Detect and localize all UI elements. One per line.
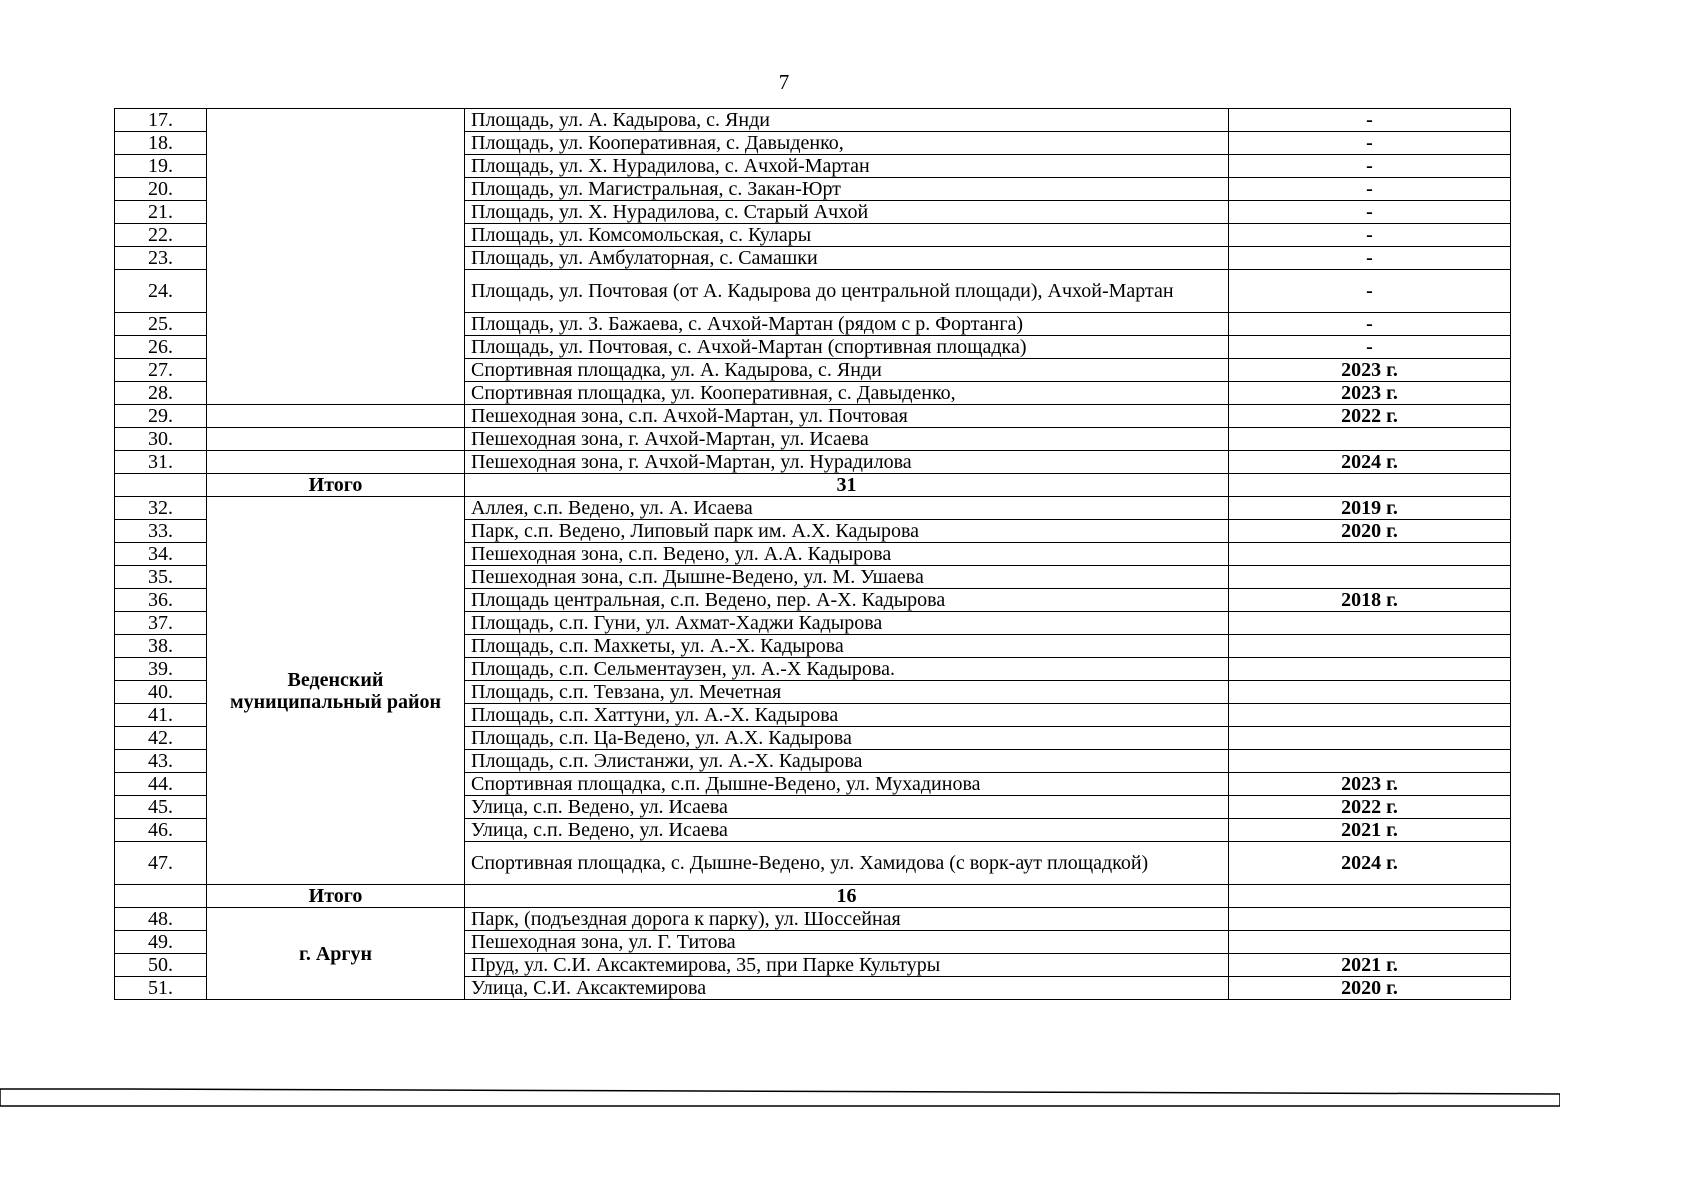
- year-cell: -: [1229, 201, 1511, 224]
- total-row: [115, 474, 1511, 497]
- row-number: 49.: [115, 931, 207, 954]
- object-name: Площадь, ул. Кооперативная, с. Давыденко,: [465, 132, 1229, 155]
- row-number: 19.: [115, 155, 207, 178]
- year-cell: [1229, 612, 1511, 635]
- year-cell: 2023 г.: [1229, 359, 1511, 382]
- object-name: Пруд, ул. С.И. Аксактемирова, 35, при Парке Культуры: [465, 954, 1229, 977]
- row-number: 30.: [115, 428, 207, 451]
- year-cell: [1229, 658, 1511, 681]
- year-cell: [1229, 908, 1511, 931]
- year-cell: -: [1229, 313, 1511, 336]
- year-cell: -: [1229, 247, 1511, 270]
- district-vedeno: [207, 497, 465, 885]
- year-cell: 2024 г.: [1229, 842, 1511, 885]
- object-name: Пешеходная зона, с.п. Ачхой-Мартан, ул. Почтовая: [465, 405, 1229, 428]
- row-number: 17.: [115, 109, 207, 132]
- row-number: 33.: [115, 520, 207, 543]
- object-name: Спортивная площадка, с. Дышне-Ведено, ул. Хамидова (с ворк-аут площадкой): [465, 842, 1229, 885]
- year-cell: [1229, 428, 1511, 451]
- table-row: [115, 451, 1511, 474]
- page-number: 7: [778, 70, 790, 94]
- object-name: Спортивная площадка, с.п. Дышне-Ведено, ул. Мухадинова: [465, 773, 1229, 796]
- object-name: Аллея, с.п. Ведено, ул. А. Исаева: [465, 497, 1229, 520]
- year-cell: -: [1229, 109, 1511, 132]
- row-number: 20.: [115, 178, 207, 201]
- district-name-line2: муниципальный район: [229, 690, 442, 713]
- row-number: 34.: [115, 543, 207, 566]
- object-name: Пешеходная зона, г. Ачхой-Мартан, ул. Исаева: [465, 428, 1229, 451]
- object-name: Парк, (подъездная дорога к парку), ул. Шоссейная: [465, 908, 1229, 931]
- row-number: [115, 474, 207, 497]
- row-number: 24.: [115, 270, 207, 313]
- total-row: [115, 885, 1511, 908]
- year-cell: 2021 г.: [1229, 819, 1511, 842]
- year-cell: [1229, 727, 1511, 750]
- object-name: Площадь центральная, с.п. Ведено, пер. А-Х. Кадырова: [465, 589, 1229, 612]
- year-cell: -: [1229, 155, 1511, 178]
- total-label: Итого: [207, 885, 465, 908]
- year-cell: [1229, 543, 1511, 566]
- object-name: Парк, с.п. Ведено, Липовый парк им. А.Х. Кадырова: [465, 520, 1229, 543]
- footer-rule: [0, 1086, 1560, 1108]
- year-cell: 2019 г.: [1229, 497, 1511, 520]
- year-cell: -: [1229, 270, 1511, 313]
- year-cell: [1229, 474, 1511, 497]
- row-number: 38.: [115, 635, 207, 658]
- district-cell: [207, 428, 465, 451]
- object-name: Площадь, ул. З. Бажаева, с. Ачхой-Мартан (рядом с р. Фортанга): [465, 313, 1229, 336]
- row-number: 26.: [115, 336, 207, 359]
- district-name-line1: Веденский: [287, 668, 384, 691]
- row-number: 28.: [115, 382, 207, 405]
- year-cell: 2020 г.: [1229, 520, 1511, 543]
- object-name: Пешеходная зона, ул. Г. Титова: [465, 931, 1229, 954]
- year-cell: 2023 г.: [1229, 382, 1511, 405]
- object-name: Спортивная площадка, ул. А. Кадырова, с. Янди: [465, 359, 1229, 382]
- row-number: 50.: [115, 954, 207, 977]
- row-number: 45.: [115, 796, 207, 819]
- year-cell: 2022 г.: [1229, 796, 1511, 819]
- row-number: 39.: [115, 658, 207, 681]
- object-name: Пешеходная зона, с.п. Ведено, ул. А.А. Кадырова: [465, 543, 1229, 566]
- object-name: Площадь, ул. Почтовая (от А. Кадырова до центральной площади), Ачхой-Мартан: [465, 270, 1229, 313]
- object-name: Площадь, ул. Х. Нурадилова, с. Ачхой-Мартан: [465, 155, 1229, 178]
- district-argun: г. Аргун: [207, 908, 465, 1000]
- year-cell: 2024 г.: [1229, 451, 1511, 474]
- object-name: Площадь, с.п. Гуни, ул. Ахмат-Хаджи Кадырова: [465, 612, 1229, 635]
- year-cell: -: [1229, 336, 1511, 359]
- year-cell: [1229, 931, 1511, 954]
- district-cell: [207, 109, 465, 405]
- object-name: Улица, с.п. Ведено, ул. Исаева: [465, 796, 1229, 819]
- object-name: Улица, с.п. Ведено, ул. Исаева: [465, 819, 1229, 842]
- object-name: Площадь, ул. Амбулаторная, с. Самашки: [465, 247, 1229, 270]
- object-name: Пешеходная зона, с.п. Дышне-Ведено, ул. М. Ушаева: [465, 566, 1229, 589]
- row-number: 31.: [115, 451, 207, 474]
- row-number: 41.: [115, 704, 207, 727]
- object-name: Площадь, с.п. Хаттуни, ул. А.-Х. Кадырова: [465, 704, 1229, 727]
- table-row: [115, 405, 1511, 428]
- total-label: Итого: [207, 474, 465, 497]
- object-name: Площадь, с.п. Махкеты, ул. А.-Х. Кадырова: [465, 635, 1229, 658]
- row-number: 35.: [115, 566, 207, 589]
- table-row: [115, 908, 1511, 931]
- district-cell: [207, 451, 465, 474]
- object-name: Площадь, ул. Х. Нурадилова, с. Старый Ачхой: [465, 201, 1229, 224]
- objects-table: [114, 108, 1511, 1000]
- year-cell: -: [1229, 178, 1511, 201]
- object-name: Площадь, ул. Почтовая, с. Ачхой-Мартан (спортивная площадка): [465, 336, 1229, 359]
- row-number: 47.: [115, 842, 207, 885]
- row-number: 21.: [115, 201, 207, 224]
- object-name: Пешеходная зона, г. Ачхой-Мартан, ул. Нурадилова: [465, 451, 1229, 474]
- total-value: 31: [465, 474, 1229, 497]
- row-number: 36.: [115, 589, 207, 612]
- row-number: 40.: [115, 681, 207, 704]
- table-row: [115, 428, 1511, 451]
- year-cell: 2021 г.: [1229, 954, 1511, 977]
- year-cell: -: [1229, 224, 1511, 247]
- object-name: Площадь, с.п. Сельментаузен, ул. А.-Х Кадырова.: [465, 658, 1229, 681]
- year-cell: 2022 г.: [1229, 405, 1511, 428]
- object-name: Площадь, с.п. Ца-Ведено, ул. А.Х. Кадырова: [465, 727, 1229, 750]
- table-row: [115, 109, 1511, 132]
- year-cell: 2020 г.: [1229, 977, 1511, 1000]
- row-number: 29.: [115, 405, 207, 428]
- row-number: 43.: [115, 750, 207, 773]
- row-number: 27.: [115, 359, 207, 382]
- object-name: Спортивная площадка, ул. Кооперативная, с. Давыденко,: [465, 382, 1229, 405]
- row-number: 23.: [115, 247, 207, 270]
- year-cell: 2023 г.: [1229, 773, 1511, 796]
- object-name: Площадь, с.п. Тевзана, ул. Мечетная: [465, 681, 1229, 704]
- year-cell: -: [1229, 132, 1511, 155]
- row-number: 42.: [115, 727, 207, 750]
- row-number: 25.: [115, 313, 207, 336]
- table-row: [115, 497, 1511, 520]
- row-number: [115, 885, 207, 908]
- object-name: Площадь, с.п. Элистанжи, ул. А.-Х. Кадырова: [465, 750, 1229, 773]
- year-cell: [1229, 566, 1511, 589]
- object-name: Площадь, ул. А. Кадырова, с. Янди: [465, 109, 1229, 132]
- row-number: 37.: [115, 612, 207, 635]
- year-cell: [1229, 750, 1511, 773]
- year-cell: [1229, 704, 1511, 727]
- year-cell: [1229, 885, 1511, 908]
- district-cell: [207, 405, 465, 428]
- year-cell: 2018 г.: [1229, 589, 1511, 612]
- year-cell: [1229, 681, 1511, 704]
- row-number: 18.: [115, 132, 207, 155]
- row-number: 44.: [115, 773, 207, 796]
- total-value: 16: [465, 885, 1229, 908]
- row-number: 46.: [115, 819, 207, 842]
- row-number: 22.: [115, 224, 207, 247]
- row-number: 32.: [115, 497, 207, 520]
- row-number: 51.: [115, 977, 207, 1000]
- year-cell: [1229, 635, 1511, 658]
- object-name: Площадь, ул. Комсомольская, с. Кулары: [465, 224, 1229, 247]
- object-name: Площадь, ул. Магистральная, с. Закан-Юрт: [465, 178, 1229, 201]
- row-number: 48.: [115, 908, 207, 931]
- object-name: Улица, С.И. Аксактемирова: [465, 977, 1229, 1000]
